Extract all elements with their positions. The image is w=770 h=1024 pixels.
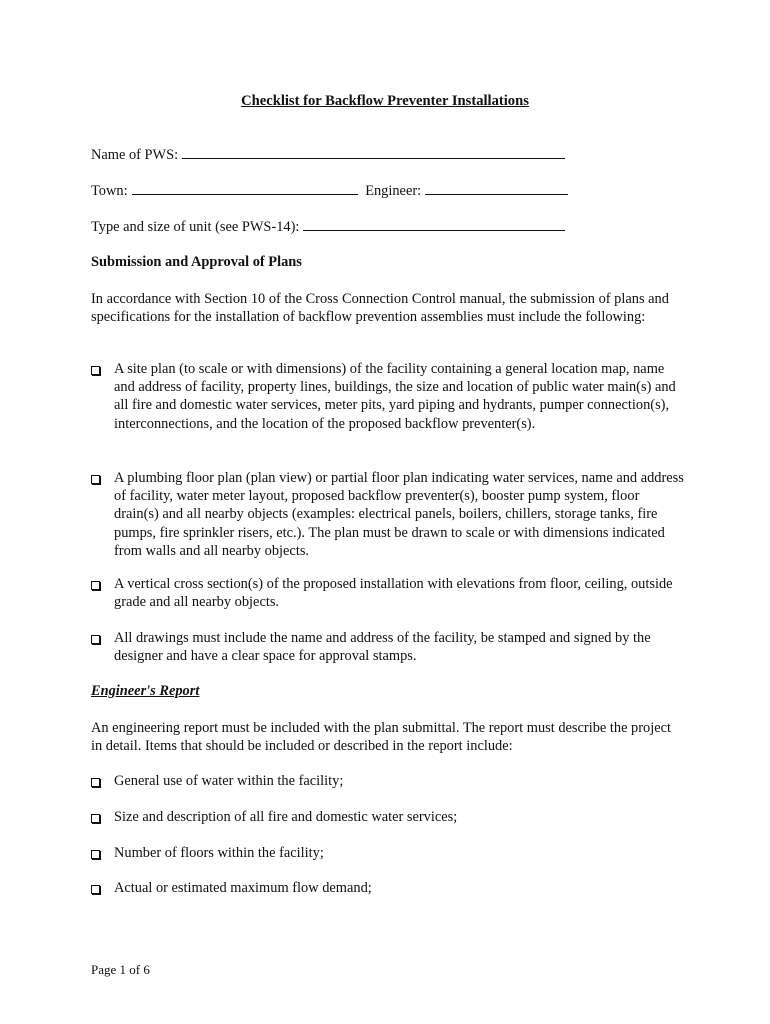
town-blank[interactable] — [132, 182, 358, 195]
engineer-blank[interactable] — [425, 182, 568, 195]
submission-heading: Submission and Approval of Plans — [91, 254, 302, 270]
submission-item: A site plan (to scale or with dimensions) of the facility containing a general location map, name and address of facility, property lines, buildings, the size and location of public water main(s) and all fire and domestic water services, meter pits, yard piping and hydrants, pumper connection(s), interconnections, and the location of the proposed backflow preventer(s). — [114, 361, 676, 432]
unit-type-blank[interactable] — [303, 218, 565, 231]
submission-intro: In accordance with Section 10 of the Cross Connection Control manual, the submission of plans and specifications for the installation of backflow prevention assemblies must include the following: — [91, 291, 669, 326]
town-label: Town: — [91, 183, 128, 199]
checkbox-icon[interactable] — [91, 475, 100, 484]
checkbox-icon[interactable] — [91, 366, 100, 375]
report-item: Size and description of all fire and domestic water services; — [114, 809, 458, 825]
checkbox-icon[interactable] — [91, 885, 100, 894]
pws-name-field[interactable] — [91, 146, 565, 164]
report-item: Actual or estimated maximum flow demand; — [114, 880, 372, 896]
checkbox-icon[interactable] — [91, 778, 100, 787]
checkbox-icon[interactable] — [91, 581, 100, 590]
checkbox-icon[interactable] — [91, 850, 100, 859]
engineer-label: Engineer: — [365, 183, 422, 199]
report-intro: An engineering report must be included with the plan submittal. The report must describe the project in detail. Items that should be included or described in the report include: — [91, 720, 672, 755]
report-heading: Engineer's Report — [91, 683, 200, 699]
checkbox-icon[interactable] — [91, 635, 100, 644]
unit-type-label: Type and size of unit (see PWS-14): — [91, 219, 300, 235]
submission-item: A vertical cross section(s) of the proposed installation with elevations from floor, ceiling, outside grade and all nearby objects. — [114, 576, 673, 611]
page-title: Checklist for Backflow Preventer Installations — [241, 93, 529, 109]
page-number: Page 1 of 6 — [91, 962, 150, 977]
report-item: General use of water within the facility; — [114, 773, 344, 789]
pws-name-label: Name of PWS: — [91, 147, 179, 163]
report-item: Number of floors within the facility; — [114, 845, 324, 861]
checkbox-icon[interactable] — [91, 814, 100, 823]
submission-item: A plumbing floor plan (plan view) or partial floor plan indicating water services, name and address of facility, water meter layout, proposed backflow preventer(s), booster pump system, floor drain(s) and all nearby objects (examples: electrical panels, boilers, chillers, storage tanks, fire pumps, fire sprinkler risers, etc.). The plan must be drawn to scale or with dimensions indicated from walls and all nearby objects. — [114, 470, 684, 559]
town-engineer-row — [91, 182, 568, 200]
unit-type-field[interactable] — [91, 218, 565, 236]
pws-name-blank[interactable] — [182, 146, 565, 159]
submission-item: All drawings must include the name and address of the facility, be stamped and signed by the designer and have a clear space for approval stamps. — [114, 630, 651, 665]
